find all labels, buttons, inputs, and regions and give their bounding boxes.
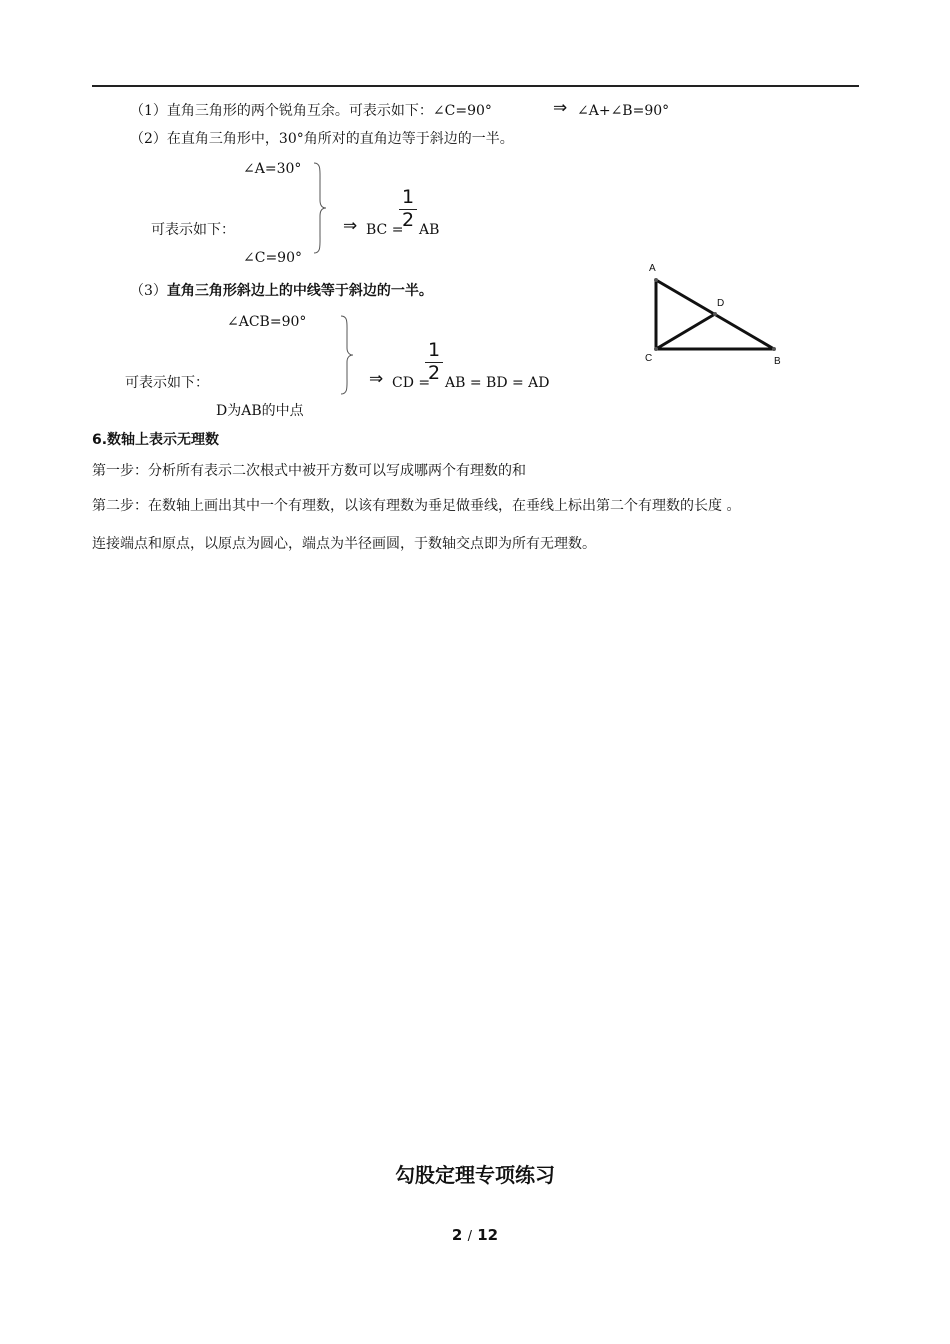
page-total: 12 bbox=[477, 1226, 499, 1244]
item3-implies-arrow: ⇒ bbox=[369, 369, 384, 389]
item2-condition-angle-c: ∠C=90° bbox=[243, 250, 302, 266]
item3-brace-icon bbox=[339, 315, 357, 395]
item3-fraction bbox=[425, 341, 443, 383]
point-b bbox=[772, 347, 776, 351]
item3-condition-midpoint: D为AB的中点 bbox=[216, 403, 304, 419]
item3-express-label: 可表示如下： bbox=[125, 375, 209, 391]
section6-heading: 6.数轴上表示无理数 bbox=[92, 432, 220, 448]
segment-cd bbox=[656, 314, 715, 349]
item2-fraction bbox=[399, 188, 417, 230]
label-c: C bbox=[645, 353, 653, 364]
item1-premise: ∠C=90° bbox=[432, 103, 492, 119]
right-triangle-figure bbox=[640, 258, 790, 370]
section6-step3: 连接端点和原点，以原点为圆心，端点为半径画圆，于数轴交点即为所有无理数。 bbox=[92, 536, 596, 552]
item2-lhs: BC = bbox=[366, 222, 404, 238]
section6-step2: 第二步：在数轴上画出其中一个有理数，以该有理数为垂足做垂线，在垂线上标出第二个有理数的长度 。 bbox=[92, 498, 741, 514]
point-d bbox=[713, 312, 717, 316]
section6-step1: 第一步：分析所有表示二次根式中被开方数可以写成哪两个有理数的和 bbox=[92, 463, 526, 479]
page-current: 2 bbox=[451, 1226, 463, 1244]
item1-line bbox=[130, 104, 492, 118]
item3-condition-angle-acb: ∠ACB=90° bbox=[227, 314, 307, 330]
item2-brace-icon bbox=[312, 162, 330, 254]
page-separator: / bbox=[467, 1229, 472, 1244]
item3-fraction-denominator: 2 bbox=[427, 362, 441, 384]
label-d: D bbox=[717, 298, 725, 309]
item2-express-label: 可表示如下： bbox=[151, 222, 235, 238]
item2-implies-arrow: ⇒ bbox=[343, 216, 358, 236]
item2-fraction-denominator: 2 bbox=[401, 209, 415, 231]
page-number bbox=[0, 1228, 950, 1243]
item3-text: 直角三角形斜边上的中线等于斜边的一半。 bbox=[166, 283, 433, 299]
label-a: A bbox=[649, 263, 656, 274]
item2-condition-angle-a: ∠A=30° bbox=[243, 161, 302, 177]
point-c bbox=[654, 347, 658, 351]
item1-label: （1） bbox=[130, 103, 167, 119]
item1-implies-arrow: ⇒ bbox=[553, 98, 568, 118]
item2-line bbox=[130, 132, 514, 146]
point-a bbox=[654, 278, 658, 282]
item3-fraction-numerator: 1 bbox=[427, 339, 441, 361]
next-page-title: 勾股定理专项练习 bbox=[395, 1163, 555, 1187]
header-rule bbox=[92, 85, 859, 87]
item1-conclusion: ∠A+∠B=90° bbox=[577, 103, 670, 119]
item2-text: 在直角三角形中，30°角所对的直角边等于斜边的一半。 bbox=[166, 131, 514, 147]
item2-fraction-numerator: 1 bbox=[401, 186, 415, 208]
label-b: B bbox=[774, 356, 781, 367]
item3-rhs: AB = BD = AD bbox=[445, 375, 550, 391]
item1-text: 直角三角形的两个锐角互余。可表示如下： bbox=[166, 103, 433, 119]
item3-label: （3） bbox=[130, 283, 167, 299]
item3-lhs: CD = bbox=[392, 375, 431, 391]
item2-label: （2） bbox=[130, 131, 167, 147]
item2-rhs: AB bbox=[419, 222, 440, 238]
item3-line bbox=[130, 284, 433, 298]
